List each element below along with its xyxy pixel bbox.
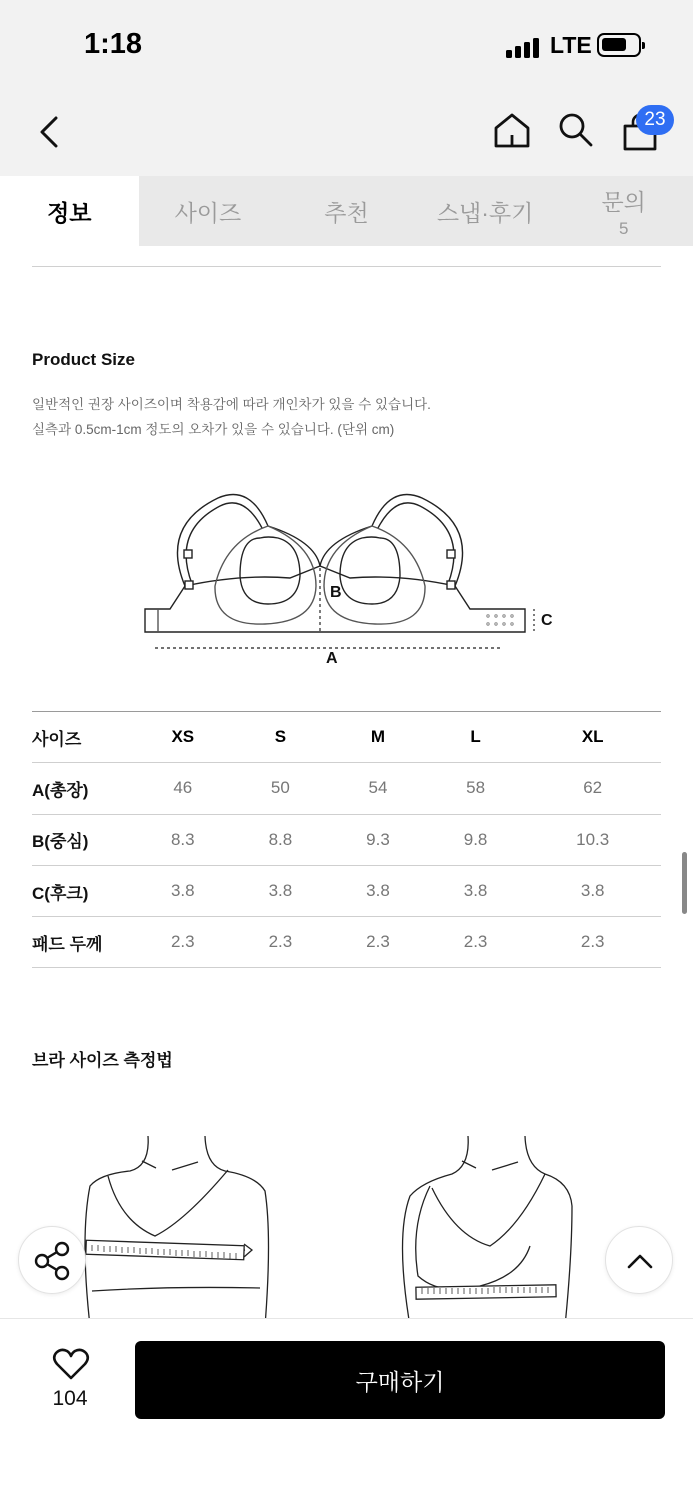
bottom-action-bar: [0, 1318, 693, 1500]
size-note: 일반적인 권장 사이즈이며 착용감에 따라 개인차가 있을 수 있습니다.: [32, 397, 431, 412]
table-cell: 3.8: [329, 865, 427, 916]
table-row: [32, 763, 661, 814]
tab-recommend[interactable]: [277, 176, 416, 246]
size-table: [32, 711, 661, 968]
table-cell: 58: [427, 763, 525, 814]
bra-size-diagram: [140, 486, 560, 676]
table-cell: 9.3: [329, 814, 427, 865]
table-cell: 54: [329, 763, 427, 814]
share-button[interactable]: [18, 1226, 86, 1294]
tab-info[interactable]: [0, 176, 139, 246]
table-header-cell: 사이즈: [32, 712, 134, 763]
size-notes: [32, 392, 431, 442]
status-bar: [0, 0, 693, 90]
tab-size[interactable]: [139, 176, 278, 246]
diagram-label-a: A: [326, 650, 338, 667]
diagram-label-b: B: [330, 584, 342, 601]
battery-icon: [597, 33, 641, 57]
app-header: [0, 90, 693, 176]
scroll-to-top-button[interactable]: [605, 1226, 673, 1294]
table-cell: 8.3: [134, 814, 232, 865]
table-cell: 3.8: [524, 865, 661, 916]
table-cell: 10.3: [524, 814, 661, 865]
search-icon[interactable]: [556, 110, 594, 150]
tab-inquiry[interactable]: [554, 176, 693, 246]
signal-icon: [506, 36, 542, 58]
table-row: [32, 865, 661, 916]
divider: [32, 266, 661, 267]
bra-measure-illustration: [60, 1126, 580, 1318]
cart-count-badge: 23: [636, 105, 674, 135]
tab-label: 스냅·후기: [436, 199, 534, 226]
table-cell: 2.3: [329, 917, 427, 968]
table-header-cell: M: [329, 712, 427, 763]
tab-label: 정보: [47, 199, 92, 226]
table-header-cell: S: [232, 712, 330, 763]
diagram-label-c: C: [541, 612, 553, 629]
table-cell: 3.8: [134, 865, 232, 916]
like-count: 104: [52, 1387, 88, 1410]
chevron-up-icon: [606, 1227, 674, 1295]
tab-snap-review[interactable]: [416, 176, 555, 246]
table-cell: 62: [524, 763, 661, 814]
table-cell: 3.8: [427, 865, 525, 916]
table-row-label: 패드 두께: [32, 917, 134, 968]
table-cell: 2.3: [524, 917, 661, 968]
table-header-cell: L: [427, 712, 525, 763]
table-cell: 9.8: [427, 814, 525, 865]
table-cell: 2.3: [427, 917, 525, 968]
measure-section-title: 브라 사이즈 측정법: [32, 1051, 173, 1070]
product-size-title: Product Size: [32, 350, 135, 369]
table-row: [32, 917, 661, 968]
tab-count: 5: [618, 218, 629, 238]
table-cell: 3.8: [232, 865, 330, 916]
buy-button[interactable]: 구매하기: [135, 1341, 665, 1419]
table-header-row: [32, 712, 661, 763]
network-type: LTE: [550, 32, 592, 58]
tab-label: 문의: [601, 188, 646, 215]
size-note: 실측과 0.5cm-1cm 정도의 오차가 있을 수 있습니다. (단위 cm): [32, 422, 395, 437]
table-row-label: A(총장): [32, 763, 134, 814]
table-cell: 8.8: [232, 814, 330, 865]
table-row-label: B(중심): [32, 814, 134, 865]
product-detail-content: [0, 246, 693, 1318]
back-icon[interactable]: [34, 112, 66, 152]
table-cell: 46: [134, 763, 232, 814]
table-header-cell: XL: [524, 712, 661, 763]
table-row: [32, 814, 661, 865]
table-row-label: C(후크): [32, 865, 134, 916]
table-cell: 50: [232, 763, 330, 814]
status-time: 1:18: [84, 28, 143, 60]
tab-label: 추천: [324, 199, 369, 226]
home-icon[interactable]: [492, 110, 532, 150]
share-icon: [19, 1227, 87, 1295]
table-cell: 2.3: [232, 917, 330, 968]
table-cell: 2.3: [134, 917, 232, 968]
scrollbar[interactable]: [682, 852, 687, 914]
tab-label: 사이즈: [174, 199, 242, 226]
table-header-cell: XS: [134, 712, 232, 763]
tab-bar: [0, 176, 693, 246]
heart-icon[interactable]: [52, 1347, 90, 1381]
